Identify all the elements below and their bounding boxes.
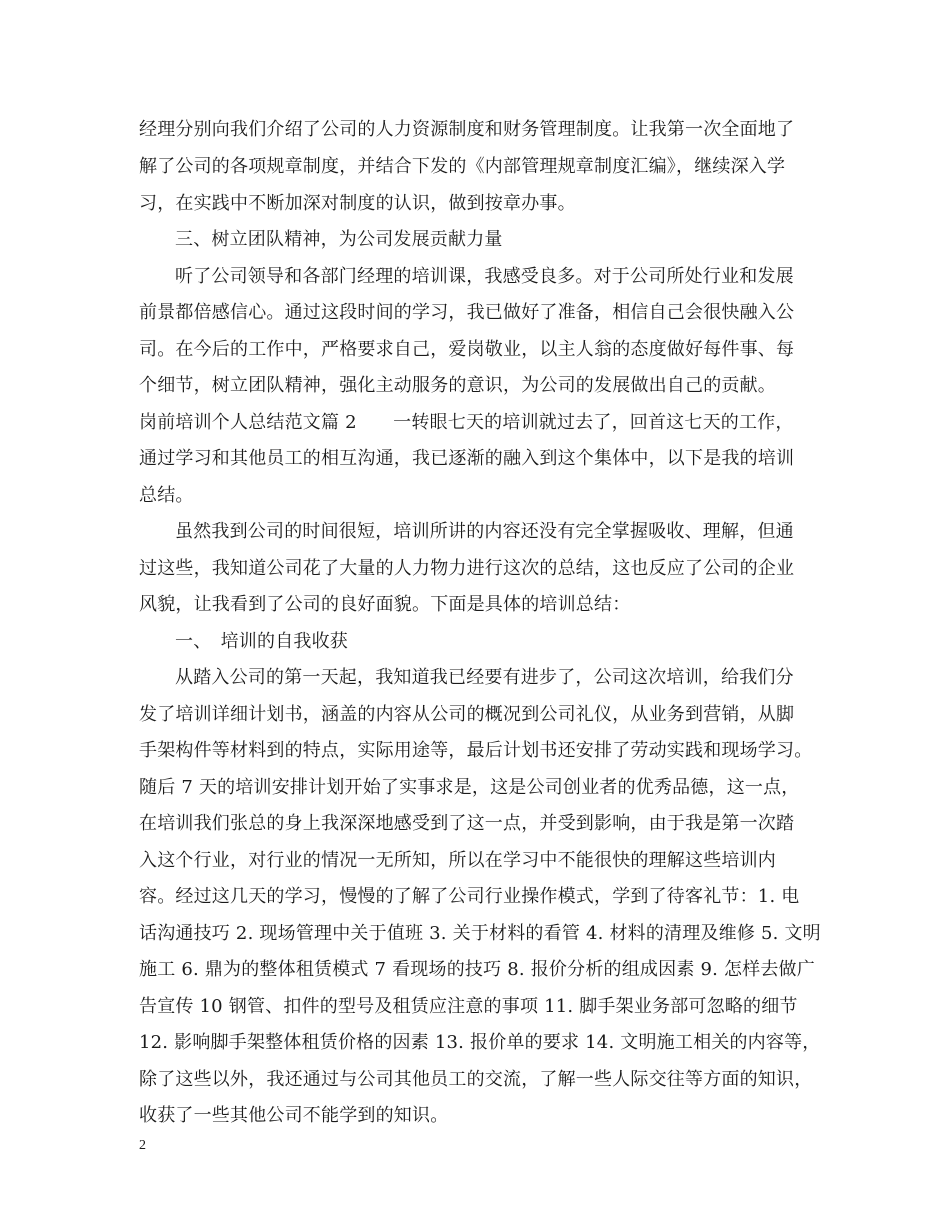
text-line: 司。在今后的工作中，严格要求自己，爱岗敬业，以主人翁的态度做好每件事、每 [139,339,795,360]
text-line: 在培训我们张总的身上我深深地感受到了这一点，并受到影响，由于我是第一次踏 [139,813,795,834]
text-line: 虽然我到公司的时间很短，培训所讲的内容还没有完全掌握吸收、理解，但通 [175,521,794,542]
text-line: 容。经过这几天的学习，慢慢的了解了公司行业操作模式，学到了待客礼节：1. 电 [139,886,800,907]
text-line: 前景都倍感信心。通过这段时间的学习，我已做好了准备，相信自己会很快融入公 [139,302,795,323]
text-line: 告宣传 10 钢管、扣件的型号及租赁应注意的事项 11. 脚手架业务部可忽略的细节 [139,996,798,1017]
text-line: 总结。 [139,485,194,506]
section-heading: 三、树立团队精神，为公司发展贡献力量 [175,229,503,250]
text-line: 收获了一些其他公司不能学到的知识。 [139,1105,449,1126]
section-heading: 一、 培训的自我收获 [175,631,348,652]
text-line: 风貌，让我看到了公司的良好面貌。下面是具体的培训总结： [139,594,631,615]
text-line: 除了这些以外，我还通过与公司其他员工的交流，了解一些人际交往等方面的知识， [139,1069,813,1090]
text-line: 从踏入公司的第一天起，我知道我已经要有进步了，公司这次培训，给我们分 [175,667,794,688]
text-line: 习，在实践中不断加深对制度的认识，做到按章办事。 [139,193,576,214]
text-line: 岗前培训个人总结范文篇 2 一转眼七天的培训就过去了，回首这七天的工作， [139,412,794,433]
text-line: 过这些，我知道公司花了大量的人力物力进行这次的总结，这也反应了公司的企业 [139,558,795,579]
text-line: 个细节，树立团队精神，强化主动服务的意识，为公司的发展做出自己的贡献。 [139,375,776,396]
page-number: 2 [139,1138,146,1153]
text-line: 话沟通技巧 2. 现场管理中关于值班 3. 关于材料的看管 4. 材料的清理及维修 5. 文明 [139,923,821,944]
text-line: 解了公司的各项规章制度，并结合下发的《内部管理规章制度汇编》，继续深入学 [139,156,786,177]
text-line: 听了公司领导和各部门经理的培训课，我感受良多。对于公司所处行业和发展 [175,266,794,287]
text-line: 发了培训详细计划书，涵盖的内容从公司的概况到公司礼仪，从业务到营销，从脚 [139,704,795,725]
text-line: 经理分别向我们介绍了公司的人力资源制度和财务管理制度。让我第一次全面地了 [139,119,795,140]
text-line: 手架构件等材料到的特点，实际用途等，最后计划书还安排了劳动实践和现场学习。 [139,740,813,761]
text-line: 施工 6. 鼎为的整体租赁模式 7 看现场的技巧 8. 报价分析的组成因素 9. 怎样去做广 [139,959,815,980]
text-line: 12. 影响脚手架整体租赁价格的因素 13. 报价单的要求 14. 文明施工相关的内容等， [139,1032,821,1053]
text-line: 通过学习和其他员工的相互沟通，我已逐渐的融入到这个集体中，以下是我的培训 [139,448,795,469]
text-line: 随后 7 天的培训安排计划开始了实事求是，这是公司创业者的优秀品德，这一点， [139,777,800,798]
text-line: 入这个行业，对行业的情况一无所知，所以在学习中不能很快的理解这些培训内 [139,850,776,871]
